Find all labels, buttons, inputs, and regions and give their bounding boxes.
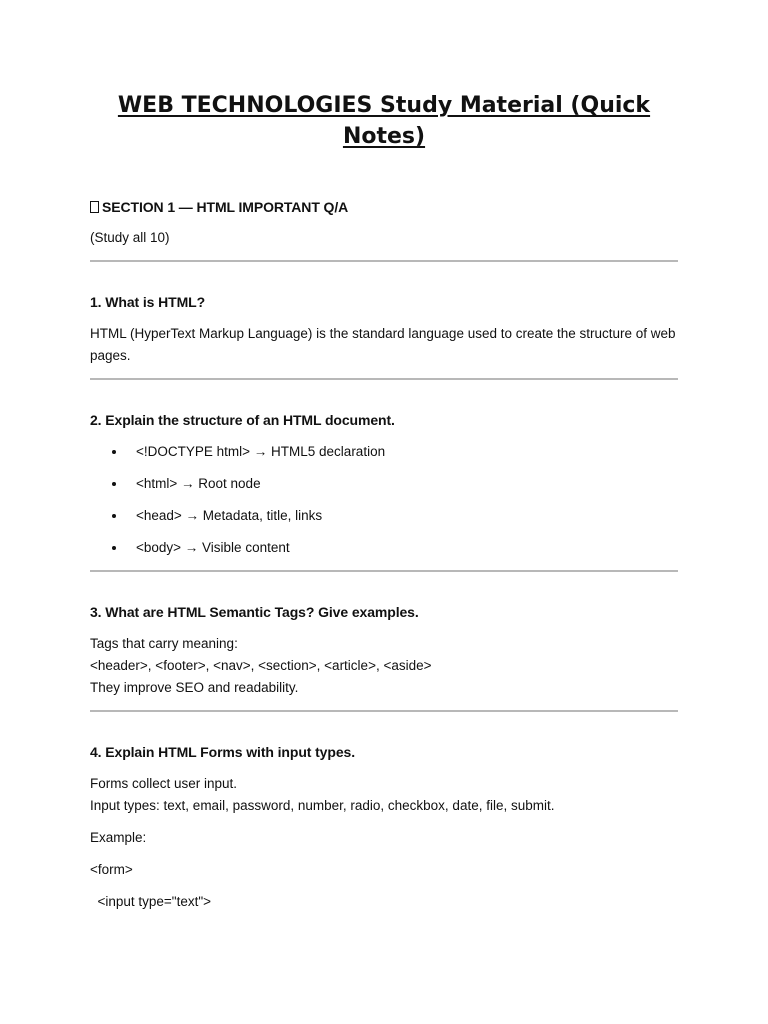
example-label: Example:	[90, 830, 147, 845]
bullet-icon	[112, 482, 116, 486]
bullet-icon	[112, 546, 116, 550]
document-title: WEB TECHNOLOGIES Study Material (Quick Notes)	[117, 93, 651, 149]
question-1-heading: 1. What is HTML?	[90, 294, 206, 310]
code-line: <form>	[90, 862, 133, 877]
bullet-icon	[112, 514, 116, 518]
section-subtitle: (Study all 10)	[90, 230, 170, 245]
checkbox-glyph-icon	[90, 201, 99, 213]
section-heading	[90, 198, 348, 216]
list-item-text: <html> → Root node	[136, 476, 261, 491]
divider	[90, 710, 678, 712]
divider	[90, 570, 678, 572]
divider	[90, 378, 678, 380]
question-4-line: Input types: text, email, password, number, radio, checkbox, date, file, submit.	[90, 798, 555, 813]
question-4-line: Forms collect user input.	[90, 776, 238, 791]
question-1-answer: HTML (HyperText Markup Language) is the standard language used to create the structure of web pages.	[90, 326, 676, 363]
bullet-icon	[112, 450, 116, 454]
question-3-line: They improve SEO and readability.	[90, 680, 299, 695]
question-2-heading: 2. Explain the structure of an HTML document.	[90, 412, 395, 428]
code-line: <input type="text">	[90, 894, 212, 909]
question-3-line: <header>, <footer>, <nav>, <section>, <article>, <aside>	[90, 658, 432, 673]
question-3-line: Tags that carry meaning:	[90, 636, 238, 651]
question-3-heading: 3. What are HTML Semantic Tags? Give examples.	[90, 604, 419, 620]
divider	[90, 260, 678, 262]
list-item-text: <!DOCTYPE html> → HTML5 declaration	[136, 444, 386, 459]
section-heading-text: SECTION 1 — HTML IMPORTANT Q/A	[102, 199, 349, 215]
list-item-text: <head> → Metadata, title, links	[136, 508, 323, 523]
list-item-text: <body> → Visible content	[136, 540, 290, 555]
question-4-heading: 4. Explain HTML Forms with input types.	[90, 744, 355, 760]
